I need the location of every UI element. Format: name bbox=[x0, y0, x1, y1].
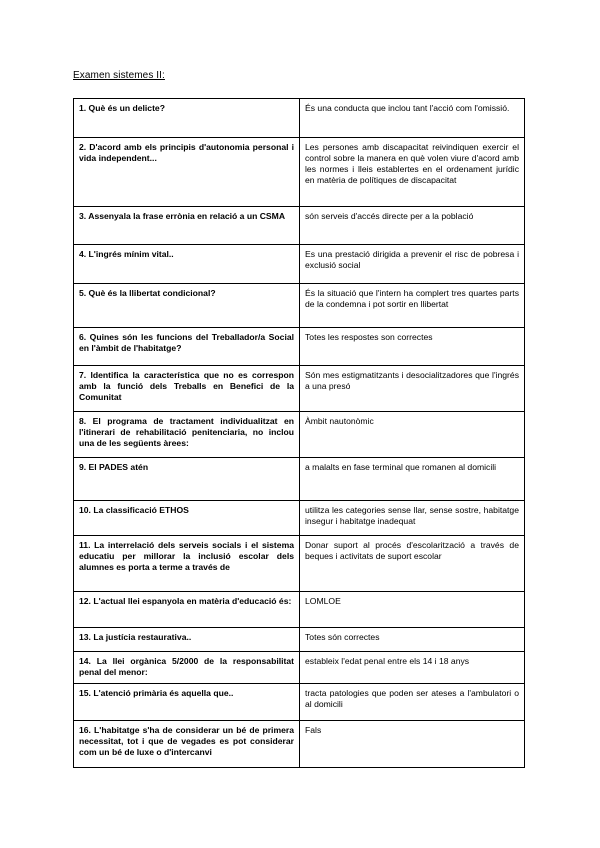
table-row bbox=[74, 592, 525, 628]
table-row bbox=[74, 99, 525, 138]
question-cell: 11. La interrelació dels serveis socials i el sistema educatiu per millorar la inclusió escolar dels alumnes es porta a terme a través de bbox=[74, 536, 300, 592]
answer-cell: estableix l'edat penal entre els 14 i 18 anys bbox=[300, 652, 525, 684]
answer-cell: LOMLOE bbox=[300, 592, 525, 628]
table-row bbox=[74, 652, 525, 684]
table-row bbox=[74, 684, 525, 721]
question-cell: 8. El programa de tractament individualitzat en l'itinerari de rehabilitació penitenciaria, no inclou una de les següents àrees: bbox=[74, 412, 300, 458]
question-cell: 10. La classificació ETHOS bbox=[74, 501, 300, 536]
answer-cell: són serveis d'accés directe per a la població bbox=[300, 207, 525, 245]
table-row bbox=[74, 366, 525, 412]
question-cell: 12. L'actual llei espanyola en matèria d'educació és: bbox=[74, 592, 300, 628]
exam-table bbox=[73, 98, 525, 768]
table-row bbox=[74, 207, 525, 245]
question-cell: 5. Què és la llibertat condicional? bbox=[74, 284, 300, 328]
answer-cell: Totes les respostes son correctes bbox=[300, 328, 525, 366]
answer-cell: Les persones amb discapacitat reivindiquen exercir el control sobre la manera en què volen viure d'acord amb les normes i lleis establertes en el ordenament jurídic en matèria de polítiques de discapacitat bbox=[300, 138, 525, 207]
document-title: Examen sistemes II: bbox=[73, 70, 165, 81]
question-cell: 7. Identifica la característica que no es correspon amb la funció dels Treballs en Benefici de la Comunitat bbox=[74, 366, 300, 412]
question-cell: 3. Assenyala la frase errònia en relació a un CSMA bbox=[74, 207, 300, 245]
question-cell: 15. L'atenció primària és aquella que.. bbox=[74, 684, 300, 721]
table-row bbox=[74, 458, 525, 501]
answer-cell: Totes són correctes bbox=[300, 628, 525, 652]
question-cell: 13. La justícia restaurativa.. bbox=[74, 628, 300, 652]
table-row bbox=[74, 138, 525, 207]
table-row bbox=[74, 245, 525, 284]
question-cell: 16. L'habitatge s'ha de considerar un bé de primera necessitat, tot i que de vegades es pot considerar com un bé de luxe o d'intercanvi bbox=[74, 721, 300, 768]
question-cell: 6. Quines són les funcions del Treballador/a Social en l'àmbit de l'habitatge? bbox=[74, 328, 300, 366]
answer-cell: a malalts en fase terminal que romanen al domicili bbox=[300, 458, 525, 501]
answer-cell: És una conducta que inclou tant l'acció com l'omissió. bbox=[300, 99, 525, 138]
question-cell: 4. L'ingrés mínim vital.. bbox=[74, 245, 300, 284]
table-row bbox=[74, 501, 525, 536]
table-row bbox=[74, 628, 525, 652]
table-row bbox=[74, 536, 525, 592]
question-cell: 2. D'acord amb els principis d'autonomia personal i vida independent... bbox=[74, 138, 300, 207]
table-row bbox=[74, 412, 525, 458]
table-row bbox=[74, 721, 525, 768]
table-row bbox=[74, 284, 525, 328]
question-cell: 9. El PADES atén bbox=[74, 458, 300, 501]
table-row bbox=[74, 328, 525, 366]
question-cell: 1. Què és un delicte? bbox=[74, 99, 300, 138]
answer-cell: Són mes estigmatitzants i desocialitzadores que l'ingrés a una presó bbox=[300, 366, 525, 412]
answer-cell: Àmbit nautonòmic bbox=[300, 412, 525, 458]
question-cell: 14. La llei orgànica 5/2000 de la responsabilitat penal del menor: bbox=[74, 652, 300, 684]
answer-cell: Es una prestació dirigida a prevenir el risc de pobresa i exclusió social bbox=[300, 245, 525, 284]
answer-cell: Fals bbox=[300, 721, 525, 768]
answer-cell: utilitza les categories sense llar, sense sostre, habitatge insegur i habitatge inadequat bbox=[300, 501, 525, 536]
answer-cell: És la situació que l'intern ha complert tres quartes parts de la condemna i pot sortir en llibertat bbox=[300, 284, 525, 328]
answer-cell: tracta patologies que poden ser ateses a l'ambulatori o al domicili bbox=[300, 684, 525, 721]
answer-cell: Donar suport al procés d'escolarització a través de beques i activitats de suport escolar bbox=[300, 536, 525, 592]
